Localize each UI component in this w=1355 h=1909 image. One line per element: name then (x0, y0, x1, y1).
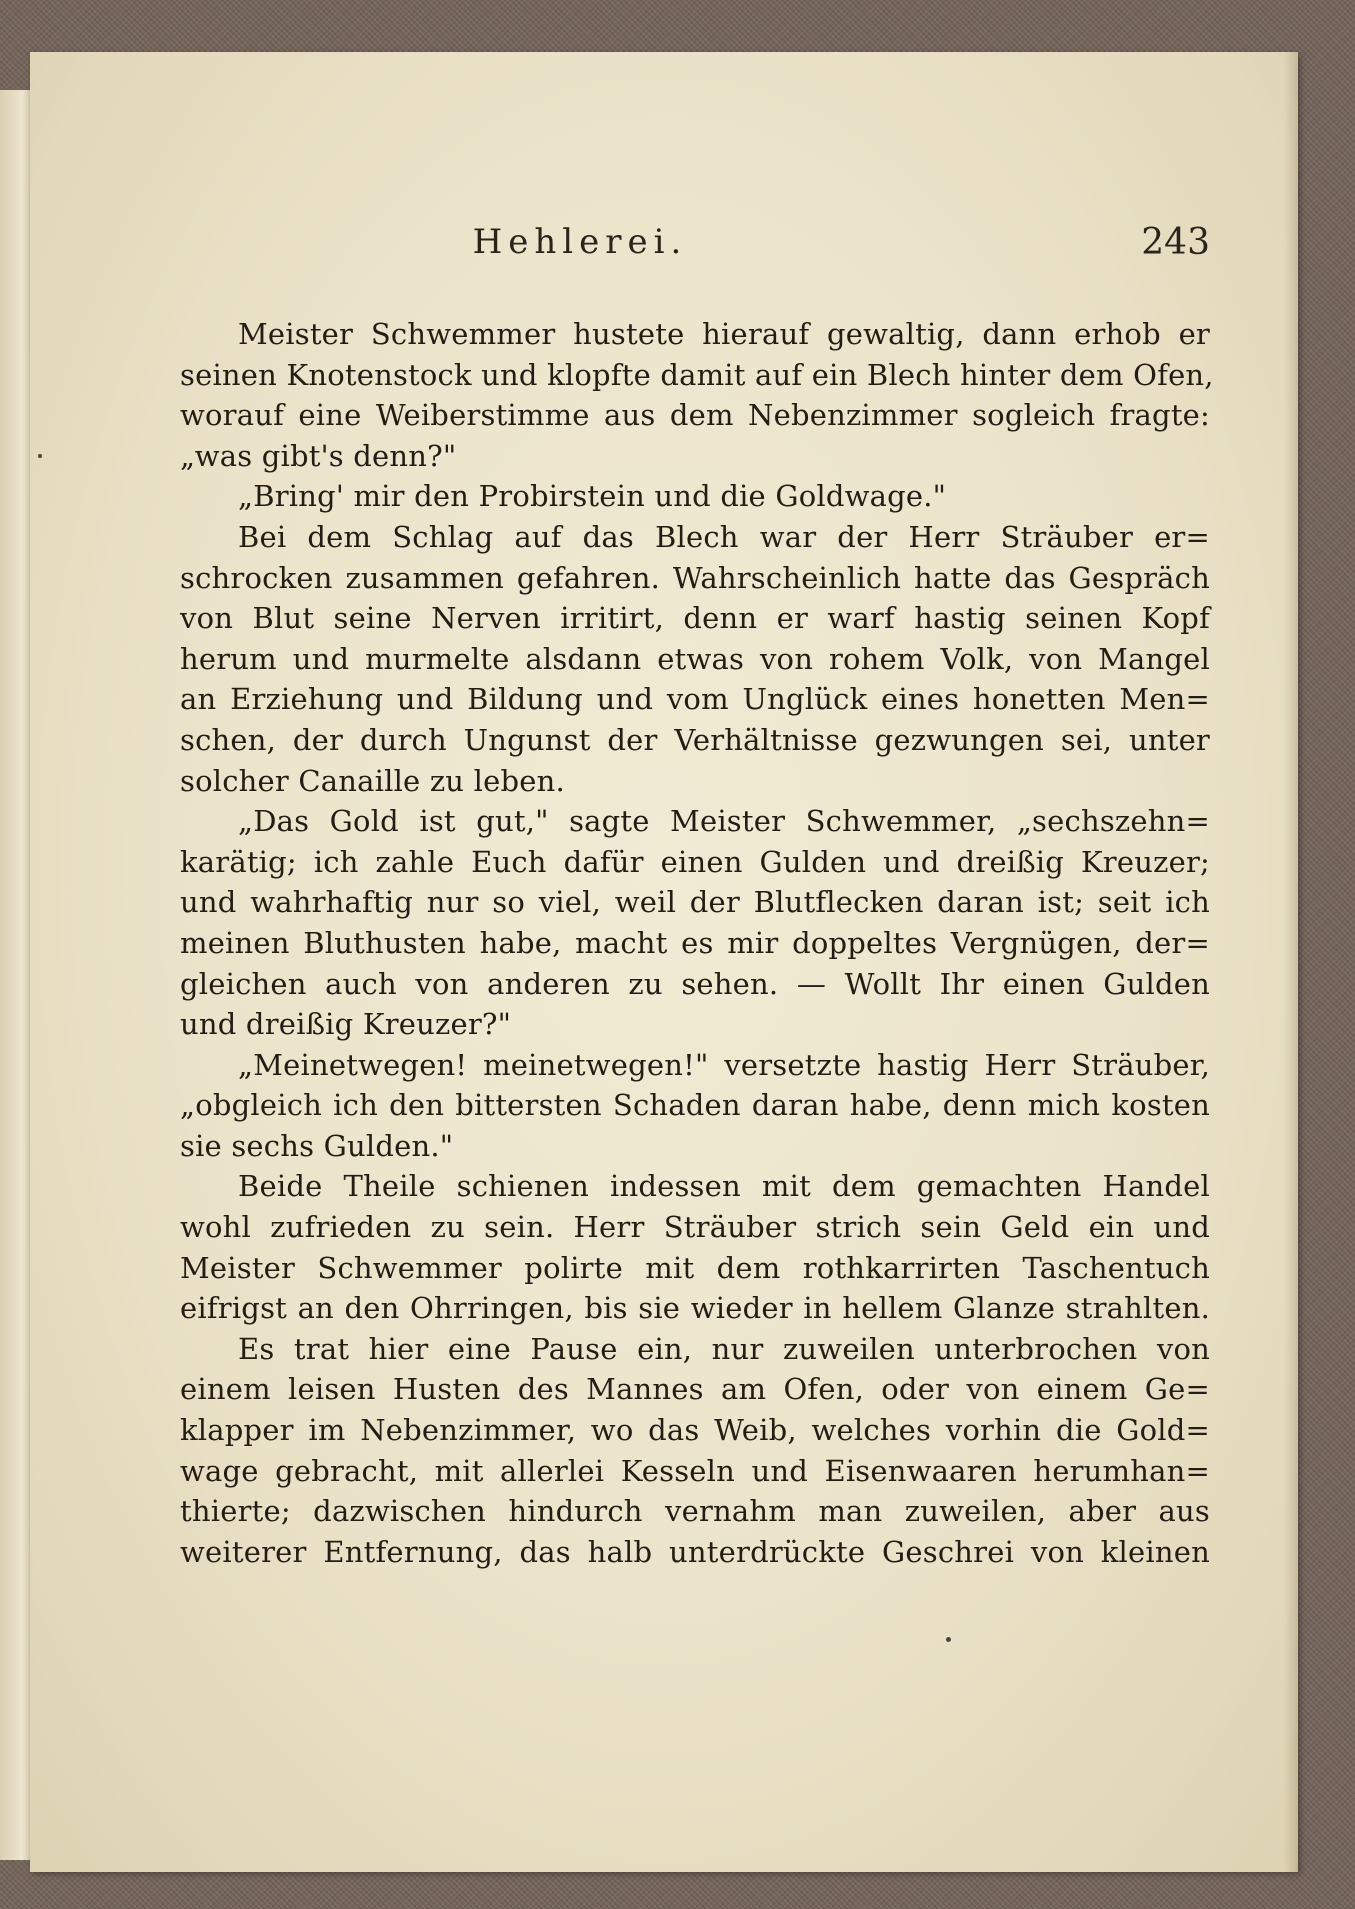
text-line: herum und murmelte alsdann etwas von rohem Volk, von Mangel (180, 641, 1210, 676)
text-line: „Das Gold ist gut," sagte Meister Schwemmer, „sechszehn= (238, 804, 1210, 839)
page-header (30, 222, 1210, 272)
text-line: an Erziehung und Bildung und vom Unglück eines honetten Men= (180, 682, 1210, 717)
text-line: sie sechs Gulden." (180, 1128, 454, 1163)
text-line: Es trat hier eine Pause ein, nur zuweilen unterbrochen von (238, 1331, 1210, 1366)
text-line: wohl zufrieden zu sein. Herr Sträuber strich sein Geld ein und (180, 1210, 1210, 1245)
text-line: karätig; ich zahle Euch dafür einen Gulden und dreißig Kreuzer; (180, 844, 1210, 879)
text-line: schen, der durch Ungunst der Verhältnisse gezwungen sei, unter (180, 722, 1210, 757)
text-line: schrocken zusammen gefahren. Wahrscheinlich hatte das Gespräch (180, 560, 1210, 595)
text-line: von Blut seine Nerven irritirt, denn er warf hastig seinen Kopf (180, 601, 1210, 636)
text-line: Beide Theile schienen indessen mit dem gemachten Handel (238, 1169, 1210, 1204)
text-line: thierte; dazwischen hindurch vernahm man zuweilen, aber aus (180, 1494, 1210, 1529)
text-line: seinen Knotenstock und klopfte damit auf ein Blech hinter dem Ofen, (180, 357, 1214, 392)
text-line: weiterer Entfernung, das halb unterdrückte Geschrei von kleinen (180, 1534, 1210, 1569)
text-line: Meister Schwemmer polirte mit dem rothkarrirten Taschentuch (180, 1250, 1210, 1285)
page-shadow (1284, 52, 1298, 1872)
text-line: „obgleich ich den bittersten Schaden daran habe, denn mich kosten (180, 1088, 1210, 1123)
text-line: solcher Canaille zu leben. (180, 763, 565, 798)
text-line: „was gibt's denn?" (180, 438, 457, 473)
text-line: klapper im Nebenzimmer, wo das Weib, welches vorhin die Gold= (180, 1413, 1210, 1448)
paper-speck (38, 454, 42, 458)
page-number: 243 (1141, 222, 1210, 263)
text-line: meinen Bluthusten habe, macht es mir doppeltes Vergnügen, der= (180, 925, 1210, 960)
text-line: Bei dem Schlag auf das Blech war der Herr Sträuber er= (238, 519, 1210, 554)
text-line: eifrigst an den Ohrringen, bis sie wieder in hellem Glanze strahlten. (180, 1291, 1210, 1326)
text-line: Meister Schwemmer hustete hierauf gewaltig, dann erhob er (238, 317, 1210, 351)
text-line: und wahrhaftig nur so viel, weil der Blutflecken daran ist; seit ich (180, 885, 1210, 920)
text-line: worauf eine Weiberstimme aus dem Nebenzimmer sogleich fragte: (180, 398, 1210, 433)
body-text (180, 314, 1214, 1572)
paper-speck (946, 1637, 951, 1642)
text-line: gleichen auch von anderen zu sehen. — Wollt Ihr einen Gulden (180, 966, 1210, 1001)
text-line: wage gebracht, mit allerlei Kesseln und Eisenwaaren herumhan= (180, 1453, 1210, 1488)
book-page (30, 52, 1298, 1872)
text-line: „Meinetwegen! meinetwegen!" versetzte hastig Herr Sträuber, (238, 1047, 1210, 1082)
text-line: „Bring' mir den Probirstein und die Goldwage." (238, 479, 947, 514)
running-title: Hehlerei. (472, 222, 688, 262)
text-line: einem leisen Husten des Mannes am Ofen, oder von einem Ge= (180, 1372, 1210, 1407)
text-line: und dreißig Kreuzer?" (180, 1007, 512, 1042)
